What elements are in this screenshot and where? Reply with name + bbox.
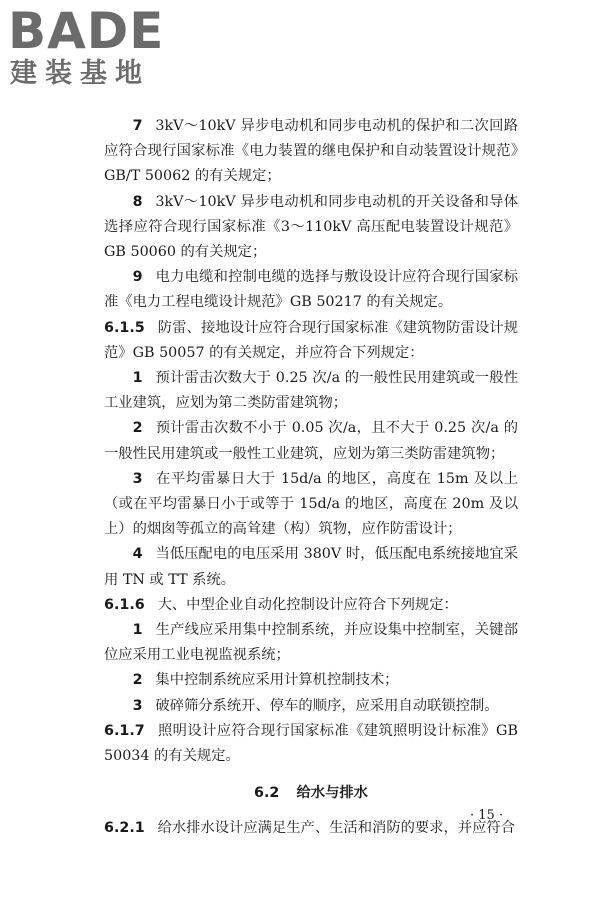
- clause-item: 3 破碎筛分系统开、停车的顺序，应采用自动联锁控制。: [132, 697, 499, 714]
- logo-subtitle: 建装基地: [10, 58, 150, 89]
- clause-item: 3 在平均雷暴日大于 15d/a 的地区，高度在 15m 及以上（或在平均雷暴日小于或等于 15d/a 的地区，高度在 20m 及以上）的烟囱等孤立的高耸建（构）筑物，应作防雷设计；: [104, 470, 518, 538]
- clause-item: 7 3kV～10kV 异步电动机和同步电动机的保护和二次回路应符合现行国家标准《电力装置的继电保护和自动装置设计规范》GB/T 50062 的有关规定；: [104, 118, 518, 185]
- clause-article: 6.2.1 给水排水设计应满足生产、生活和消防的要求，并应符合: [104, 820, 515, 837]
- clause-article: 6.1.5 防雷、接地设计应符合现行国家标准《建筑物防雷设计规范》GB 50057 的有关规定，并应符合下列规定：: [104, 319, 518, 361]
- page-number: · 15 ·: [470, 808, 504, 823]
- clause-item: 4 当低压配电的电压采用 380V 时，低压配电系统接地宜采用 TN 或 TT 系统。: [104, 546, 518, 588]
- clause-item: 2 预计雷击次数不小于 0.05 次/a，且不大于 0.25 次/a 的一般性民用建筑或一般性工业建筑，应划为第三类防雷建筑物；: [104, 420, 518, 462]
- clause-item: 1 生产线应采用集中控制系统，并应设集中控制室，关键部位应采用工业电视监视系统；: [104, 622, 518, 664]
- section-heading: 6.2 给水与排水: [254, 785, 368, 802]
- clause-article: 6.1.7 照明设计应符合现行国家标准《建筑照明设计标准》GB 50034 的有关规定。: [104, 722, 518, 765]
- clause-item: 1 预计雷击次数大于 0.25 次/a 的一般性民用建筑或一般性工业建筑，应划为第二类防雷建筑物；: [104, 370, 518, 412]
- document-body: [104, 114, 518, 841]
- clause-item: 2 集中控制系统应采用计算机控制技术；: [132, 672, 399, 689]
- logo-wordmark: BADE: [8, 2, 165, 60]
- clause-item: 8 3kV～10kV 异步电动机和同步电动机的开关设备和导体选择应符合现行国家标准《3～110kV 高压配电装置设计规范》GB 50060 的有关规定；: [104, 193, 518, 261]
- clause-article: 6.1.6 大、中型企业自动化控制设计应符合下列规定：: [104, 596, 458, 613]
- logo: [8, 4, 178, 96]
- clause-item: 9 电力电缆和控制电缆的选择与敷设设计应符合现行国家标准《电力工程电缆设计规范》GB 50217 的有关规定。: [104, 269, 518, 311]
